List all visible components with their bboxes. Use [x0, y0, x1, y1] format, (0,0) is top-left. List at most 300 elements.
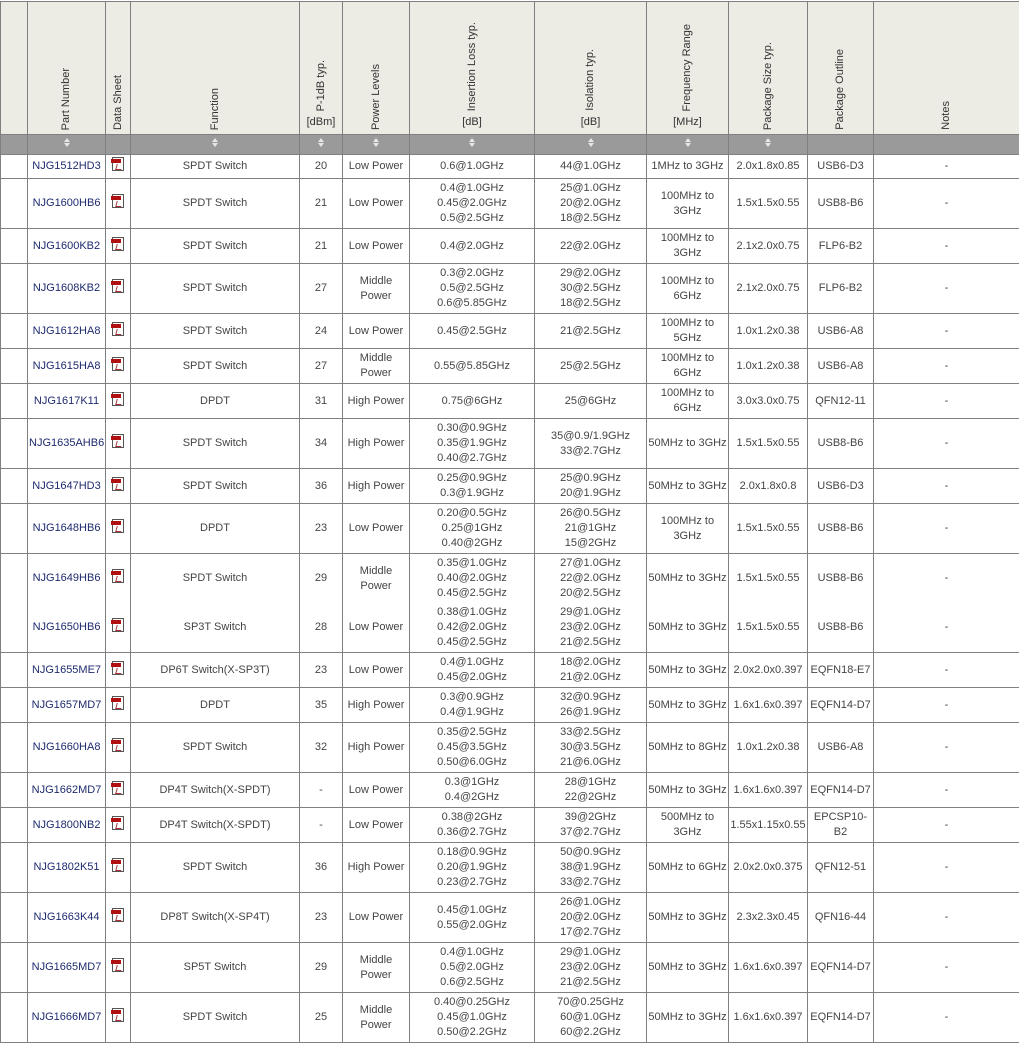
cell-blank	[1, 808, 28, 843]
cell-freq: 100MHz to 6GHz	[647, 264, 729, 314]
sort-cell-datasheet	[106, 135, 131, 155]
table-row	[1, 554, 1019, 604]
part-number-link[interactable]: NJG1647HD3	[32, 480, 100, 492]
column-label: Isolation typ.	[584, 49, 597, 111]
part-number-link[interactable]: NJG1635AHB6	[29, 437, 104, 449]
cell-freq: 50MHz to 3GHz	[647, 554, 729, 604]
pdf-datasheet-icon[interactable]	[112, 858, 124, 872]
sort-arrows-icon[interactable]	[318, 138, 324, 147]
cell-p1db: 23	[300, 653, 343, 688]
cell-iso: 44@1.0GHz	[535, 155, 647, 179]
cell-iso: 35@0.9/1.9GHz 33@2.7GHz	[535, 419, 647, 469]
cell-il: 0.25@0.9GHz 0.3@1.9GHz	[410, 469, 535, 504]
cell-size: 2.3x2.3x0.45	[729, 893, 808, 943]
pdf-datasheet-icon[interactable]	[112, 157, 124, 171]
header-cell-content	[106, 6, 130, 130]
header-cell-content	[131, 6, 299, 130]
part-number-link[interactable]: NJG1655ME7	[32, 664, 101, 676]
cell-outline: USB8-B6	[808, 554, 874, 604]
cell-power: Low Power	[343, 314, 410, 349]
column-label: Part Number	[60, 68, 73, 130]
pdf-datasheet-icon[interactable]	[112, 661, 124, 675]
column-header-part	[28, 2, 106, 135]
cell-part	[28, 843, 106, 893]
cell-blank	[1, 993, 28, 1043]
cell-datasheet	[106, 688, 131, 723]
cell-size: 2.0x2.0x0.397	[729, 653, 808, 688]
cell-size: 1.5x1.5x0.55	[729, 554, 808, 604]
cell-part	[28, 469, 106, 504]
cell-datasheet	[106, 993, 131, 1043]
cell-iso: 25@1.0GHz 20@2.0GHz 18@2.5GHz	[535, 179, 647, 229]
cell-iso: 29@2.0GHz 30@2.5GHz 18@2.5GHz	[535, 264, 647, 314]
cell-function: SPDT Switch	[131, 469, 300, 504]
cell-part	[28, 943, 106, 993]
cell-notes: -	[874, 504, 1019, 554]
cell-outline: USB6-A8	[808, 349, 874, 384]
cell-iso: 33@2.5GHz 30@3.5GHz 21@6.0GHz	[535, 723, 647, 773]
cell-iso: 26@1.0GHz 20@2.0GHz 17@2.7GHz	[535, 893, 647, 943]
cell-notes: -	[874, 773, 1019, 808]
cell-size: 3.0x3.0x0.75	[729, 384, 808, 419]
cell-outline: USB6-A8	[808, 723, 874, 773]
cell-function: SPDT Switch	[131, 229, 300, 264]
pdf-datasheet-icon[interactable]	[112, 392, 124, 406]
sort-cell-freq[interactable]	[647, 135, 729, 155]
cell-p1db: 35	[300, 688, 343, 723]
cell-part	[28, 155, 106, 179]
cell-p1db: 27	[300, 264, 343, 314]
cell-part	[28, 179, 106, 229]
cell-outline: FLP6-B2	[808, 229, 874, 264]
cell-function: SP3T Switch	[131, 603, 300, 653]
cell-datasheet	[106, 808, 131, 843]
pdf-datasheet-icon[interactable]	[112, 194, 124, 208]
cell-outline: EPCSP10-B2	[808, 808, 874, 843]
pdf-datasheet-icon[interactable]	[112, 237, 124, 251]
cell-iso: 18@2.0GHz 21@2.0GHz	[535, 653, 647, 688]
pdf-datasheet-icon[interactable]	[112, 908, 124, 922]
cell-size: 1.5x1.5x0.55	[729, 179, 808, 229]
part-number-link[interactable]: NJG1800NB2	[33, 819, 101, 831]
cell-part	[28, 893, 106, 943]
cell-p1db: 21	[300, 179, 343, 229]
header-cell-content	[28, 6, 105, 130]
header-cell-content	[300, 6, 342, 130]
cell-notes: -	[874, 155, 1019, 179]
header-cell-content	[1, 6, 27, 130]
cell-function: DP4T Switch(X-SPDT)	[131, 773, 300, 808]
column-header-iso	[535, 2, 647, 135]
cell-part	[28, 993, 106, 1043]
part-number-link[interactable]: NJG1660HA8	[33, 741, 101, 753]
sort-cell-il[interactable]	[410, 135, 535, 155]
cell-p1db: 36	[300, 469, 343, 504]
cell-freq: 100MHz to 6GHz	[647, 384, 729, 419]
cell-freq: 100MHz to 5GHz	[647, 314, 729, 349]
cell-notes: -	[874, 469, 1019, 504]
cell-outline: USB8-B6	[808, 179, 874, 229]
cell-blank	[1, 314, 28, 349]
sort-cell-p1db[interactable]	[300, 135, 343, 155]
header-cell-content	[729, 6, 807, 130]
cell-function: DPDT	[131, 384, 300, 419]
header-cell-content	[874, 6, 1019, 130]
cell-outline: USB6-A8	[808, 314, 874, 349]
cell-power: Middle Power	[343, 349, 410, 384]
cell-freq: 50MHz to 3GHz	[647, 993, 729, 1043]
cell-power: Low Power	[343, 773, 410, 808]
cell-notes: -	[874, 808, 1019, 843]
pdf-datasheet-icon[interactable]	[112, 618, 124, 632]
cell-power: Low Power	[343, 653, 410, 688]
table-row	[1, 314, 1019, 349]
sort-cell-power[interactable]	[343, 135, 410, 155]
cell-notes: -	[874, 264, 1019, 314]
cell-notes: -	[874, 419, 1019, 469]
cell-part	[28, 229, 106, 264]
cell-p1db: 32	[300, 723, 343, 773]
pdf-datasheet-icon[interactable]	[112, 434, 124, 448]
product-table	[0, 1, 1019, 1043]
cell-il: 0.40@0.25GHz 0.45@1.0GHz 0.50@2.2GHz	[410, 993, 535, 1043]
pdf-datasheet-icon[interactable]	[112, 816, 124, 830]
cell-function: SPDT Switch	[131, 179, 300, 229]
cell-iso: 25@6GHz	[535, 384, 647, 419]
cell-power: High Power	[343, 688, 410, 723]
sort-arrows-icon[interactable]	[64, 138, 70, 147]
cell-function: DP6T Switch(X-SP3T)	[131, 653, 300, 688]
cell-size: 1.6x1.6x0.397	[729, 773, 808, 808]
part-number-link[interactable]: NJG1649HB6	[33, 572, 101, 584]
cell-datasheet	[106, 155, 131, 179]
column-header-function	[131, 2, 300, 135]
column-label: P-1dB typ.	[315, 60, 328, 111]
cell-notes: -	[874, 993, 1019, 1043]
table-row	[1, 688, 1019, 723]
cell-function: DPDT	[131, 688, 300, 723]
cell-freq: 100MHz to 6GHz	[647, 349, 729, 384]
cell-notes: -	[874, 179, 1019, 229]
cell-function: SPDT Switch	[131, 723, 300, 773]
cell-datasheet	[106, 179, 131, 229]
cell-blank	[1, 653, 28, 688]
cell-il: 0.4@1.0GHz 0.45@2.0GHz 0.5@2.5GHz	[410, 179, 535, 229]
cell-p1db: 34	[300, 419, 343, 469]
cell-power: Middle Power	[343, 554, 410, 604]
table-body	[1, 155, 1019, 1043]
part-number-link[interactable]: NJG1617K11	[34, 395, 99, 407]
cell-iso: 29@1.0GHz 23@2.0GHz 21@2.5GHz	[535, 603, 647, 653]
cell-power: High Power	[343, 723, 410, 773]
cell-notes: -	[874, 893, 1019, 943]
pdf-datasheet-icon[interactable]	[112, 477, 124, 491]
cell-il: 0.35@1.0GHz 0.40@2.0GHz 0.45@2.5GHz	[410, 554, 535, 604]
cell-outline: USB8-B6	[808, 419, 874, 469]
cell-size: 2.0x1.8x0.8	[729, 469, 808, 504]
cell-freq: 50MHz to 3GHz	[647, 603, 729, 653]
pdf-datasheet-icon[interactable]	[112, 781, 124, 795]
cell-freq: 50MHz to 6GHz	[647, 843, 729, 893]
cell-function: SPDT Switch	[131, 155, 300, 179]
cell-function: SPDT Switch	[131, 554, 300, 604]
cell-freq: 500MHz to 3GHz	[647, 808, 729, 843]
table-row	[1, 179, 1019, 229]
cell-blank	[1, 723, 28, 773]
cell-blank	[1, 773, 28, 808]
part-number-link[interactable]: NJG1662MD7	[32, 784, 102, 796]
sort-arrows-icon[interactable]	[588, 138, 594, 147]
cell-iso: 25@2.5GHz	[535, 349, 647, 384]
cell-freq: 50MHz to 3GHz	[647, 469, 729, 504]
cell-blank	[1, 504, 28, 554]
cell-datasheet	[106, 653, 131, 688]
table-row	[1, 943, 1019, 993]
cell-size: 2.1x2.0x0.75	[729, 229, 808, 264]
pdf-datasheet-icon[interactable]	[112, 519, 124, 533]
sort-cell-size[interactable]	[729, 135, 808, 155]
cell-size: 2.0x1.8x0.85	[729, 155, 808, 179]
cell-power: High Power	[343, 419, 410, 469]
cell-freq: 100MHz to 3GHz	[647, 179, 729, 229]
cell-p1db: 25	[300, 993, 343, 1043]
cell-blank	[1, 603, 28, 653]
cell-function: DPDT	[131, 504, 300, 554]
cell-il: 0.4@2.0GHz	[410, 229, 535, 264]
cell-outline: QFN12-11	[808, 384, 874, 419]
table-row	[1, 723, 1019, 773]
cell-power: High Power	[343, 384, 410, 419]
cell-power: High Power	[343, 469, 410, 504]
part-number-link[interactable]: NJG1648HB6	[33, 522, 101, 534]
cell-il: 0.45@1.0GHz 0.55@2.0GHz	[410, 893, 535, 943]
cell-il: 0.30@0.9GHz 0.35@1.9GHz 0.40@2.7GHz	[410, 419, 535, 469]
pdf-datasheet-icon[interactable]	[112, 738, 124, 752]
cell-notes: -	[874, 723, 1019, 773]
cell-power: Middle Power	[343, 993, 410, 1043]
cell-notes: -	[874, 688, 1019, 723]
cell-notes: -	[874, 384, 1019, 419]
pdf-datasheet-icon[interactable]	[112, 1008, 124, 1022]
cell-notes: -	[874, 314, 1019, 349]
cell-p1db: 28	[300, 603, 343, 653]
cell-size: 1.6x1.6x0.397	[729, 943, 808, 993]
header-cell-content	[343, 6, 409, 130]
cell-p1db: 23	[300, 504, 343, 554]
part-number-link[interactable]: NJG1600KB2	[33, 240, 100, 252]
table-row	[1, 653, 1019, 688]
cell-part	[28, 603, 106, 653]
part-number-link[interactable]: NJG1615HA8	[33, 360, 101, 372]
table-row	[1, 773, 1019, 808]
cell-datasheet	[106, 469, 131, 504]
cell-datasheet	[106, 384, 131, 419]
cell-blank	[1, 349, 28, 384]
cell-blank	[1, 384, 28, 419]
cell-freq: 100MHz to 3GHz	[647, 504, 729, 554]
cell-power: High Power	[343, 843, 410, 893]
part-number-link[interactable]: NJG1512HD3	[32, 160, 100, 172]
cell-datasheet	[106, 603, 131, 653]
sort-arrows-icon[interactable]	[212, 138, 218, 147]
pdf-datasheet-icon[interactable]	[112, 322, 124, 336]
cell-part	[28, 384, 106, 419]
cell-notes: -	[874, 653, 1019, 688]
cell-part	[28, 264, 106, 314]
cell-part	[28, 349, 106, 384]
cell-part	[28, 314, 106, 349]
cell-function: SPDT Switch	[131, 419, 300, 469]
cell-il: 0.75@6GHz	[410, 384, 535, 419]
sort-arrows-icon[interactable]	[469, 138, 475, 147]
header-cell-content	[808, 6, 873, 130]
cell-il: 0.4@1.0GHz 0.45@2.0GHz	[410, 653, 535, 688]
cell-outline: USB8-B6	[808, 603, 874, 653]
column-header-il	[410, 2, 535, 135]
cell-il: 0.35@2.5GHz 0.45@3.5GHz 0.50@6.0GHz	[410, 723, 535, 773]
table-row	[1, 384, 1019, 419]
cell-il: 0.3@0.9GHz 0.4@1.9GHz	[410, 688, 535, 723]
sort-cell-iso[interactable]	[535, 135, 647, 155]
cell-part	[28, 808, 106, 843]
cell-power: Low Power	[343, 808, 410, 843]
cell-p1db: 27	[300, 349, 343, 384]
part-number-link[interactable]: NJG1608KB2	[33, 282, 100, 294]
table-row	[1, 469, 1019, 504]
cell-notes: -	[874, 843, 1019, 893]
column-unit: [MHz]	[673, 115, 702, 130]
cell-datasheet	[106, 419, 131, 469]
cell-datasheet	[106, 723, 131, 773]
cell-freq: 50MHz to 3GHz	[647, 653, 729, 688]
header-cell-content	[647, 6, 728, 130]
cell-freq: 50MHz to 3GHz	[647, 419, 729, 469]
part-number-link[interactable]: NJG1657MD7	[32, 699, 102, 711]
cell-datasheet	[106, 229, 131, 264]
cell-outline: EQFN14-D7	[808, 688, 874, 723]
cell-datasheet	[106, 504, 131, 554]
sort-arrows-icon[interactable]	[373, 138, 379, 147]
pdf-datasheet-icon[interactable]	[112, 696, 124, 710]
cell-datasheet	[106, 773, 131, 808]
cell-notes: -	[874, 229, 1019, 264]
column-label: Power Levels	[370, 64, 383, 130]
part-number-link[interactable]: NJG1600HB6	[33, 197, 101, 209]
part-number-link[interactable]: NJG1665MD7	[32, 961, 102, 973]
cell-il: 0.38@1.0GHz 0.42@2.0GHz 0.45@2.5GHz	[410, 603, 535, 653]
column-header-notes	[874, 2, 1019, 135]
sort-arrows-icon[interactable]	[765, 138, 771, 147]
cell-power: Middle Power	[343, 264, 410, 314]
cell-power: Low Power	[343, 893, 410, 943]
cell-function: SP5T Switch	[131, 943, 300, 993]
sort-cell-function[interactable]	[131, 135, 300, 155]
cell-function: SPDT Switch	[131, 264, 300, 314]
cell-freq: 50MHz to 3GHz	[647, 773, 729, 808]
cell-function: SPDT Switch	[131, 349, 300, 384]
cell-datasheet	[106, 554, 131, 604]
cell-freq: 50MHz to 8GHz	[647, 723, 729, 773]
sort-cell-part[interactable]	[28, 135, 106, 155]
cell-blank	[1, 893, 28, 943]
cell-power: Low Power	[343, 603, 410, 653]
header-cell-content	[535, 6, 646, 130]
table-row	[1, 349, 1019, 384]
cell-il: 0.6@1.0GHz	[410, 155, 535, 179]
cell-datasheet	[106, 843, 131, 893]
cell-il: 0.20@0.5GHz 0.25@1GHz 0.40@2GHz	[410, 504, 535, 554]
cell-blank	[1, 155, 28, 179]
column-label: Notes	[940, 101, 953, 130]
column-header-freq	[647, 2, 729, 135]
cell-part	[28, 653, 106, 688]
cell-part	[28, 504, 106, 554]
cell-part	[28, 773, 106, 808]
column-unit: [dB]	[581, 115, 601, 130]
cell-p1db: -	[300, 773, 343, 808]
cell-p1db: 29	[300, 943, 343, 993]
part-number-link[interactable]: NJG1650HB6	[33, 621, 101, 633]
cell-freq: 100MHz to 3GHz	[647, 229, 729, 264]
column-label: Data Sheet	[112, 75, 125, 130]
cell-blank	[1, 229, 28, 264]
cell-power: Low Power	[343, 179, 410, 229]
cell-blank	[1, 554, 28, 604]
cell-freq: 50MHz to 3GHz	[647, 943, 729, 993]
cell-size: 1.5x1.5x0.55	[729, 419, 808, 469]
pdf-datasheet-icon[interactable]	[112, 357, 124, 371]
cell-iso: 29@1.0GHz 23@2.0GHz 21@2.5GHz	[535, 943, 647, 993]
part-number-link[interactable]: NJG1612HA8	[33, 325, 101, 337]
part-number-link[interactable]: NJG1802K51	[33, 861, 99, 873]
part-number-link[interactable]: NJG1663K44	[33, 911, 99, 923]
cell-size: 2.1x2.0x0.75	[729, 264, 808, 314]
column-label: Function	[209, 88, 222, 130]
cell-blank	[1, 264, 28, 314]
cell-part	[28, 554, 106, 604]
pdf-datasheet-icon[interactable]	[112, 569, 124, 583]
cell-datasheet	[106, 314, 131, 349]
table-row	[1, 264, 1019, 314]
cell-part	[28, 688, 106, 723]
cell-datasheet	[106, 264, 131, 314]
column-label: Frequency Range	[681, 24, 694, 111]
column-header-power	[343, 2, 410, 135]
cell-blank	[1, 419, 28, 469]
column-header-p1db	[300, 2, 343, 135]
sort-arrows-icon[interactable]	[685, 138, 691, 147]
cell-il: 0.38@2GHz 0.36@2.7GHz	[410, 808, 535, 843]
cell-p1db: 36	[300, 843, 343, 893]
pdf-datasheet-icon[interactable]	[112, 279, 124, 293]
cell-il: 0.55@5.85GHz	[410, 349, 535, 384]
cell-size: 1.55x1.15x0.55	[729, 808, 808, 843]
cell-datasheet	[106, 349, 131, 384]
cell-freq: 50MHz to 3GHz	[647, 893, 729, 943]
cell-p1db: -	[300, 808, 343, 843]
cell-size: 1.0x1.2x0.38	[729, 314, 808, 349]
cell-p1db: 23	[300, 893, 343, 943]
cell-function: DP8T Switch(X-SP4T)	[131, 893, 300, 943]
sort-cell-notes	[874, 135, 1019, 155]
part-number-link[interactable]: NJG1666MD7	[32, 1011, 102, 1023]
sort-row	[1, 135, 1019, 155]
cell-p1db: 29	[300, 554, 343, 604]
cell-blank	[1, 943, 28, 993]
pdf-datasheet-icon[interactable]	[112, 958, 124, 972]
column-label: Insertion Loss typ.	[466, 22, 479, 111]
sort-cell-outline	[808, 135, 874, 155]
